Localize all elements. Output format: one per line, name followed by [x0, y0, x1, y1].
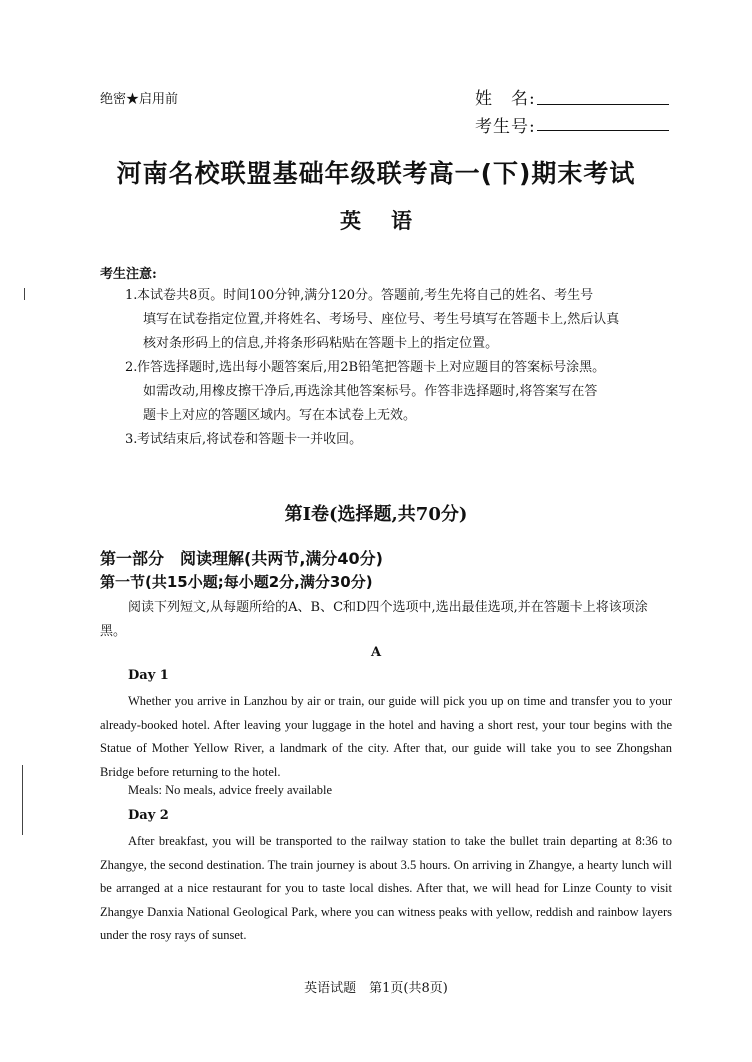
notice-list — [125, 284, 673, 452]
notice-item-2 — [125, 356, 673, 428]
section-title: 第一节(共15小题;每小题2分,满分30分) — [100, 573, 373, 591]
name-field-line — [537, 86, 669, 105]
day2-heading: Day 2 — [128, 808, 169, 823]
day2-paragraph — [100, 830, 672, 948]
day1-heading: Day 1 — [128, 668, 169, 683]
section-instructions: 阅读下列短文,从每题所给的A、B、C和D四个选项中,选出最佳选项,并在答题卡上将该项涂黑。 — [100, 600, 648, 639]
notice-line: 填写在试卷指定位置,并将姓名、考场号、座位号、考生号填写在答题卡上,然后认真 — [143, 312, 620, 327]
notice-line: 如需改动,用橡皮擦干净后,再选涂其他答案标号。作答非选择题时,将答案写在答 — [143, 384, 598, 399]
name-label: 姓 名: — [475, 89, 536, 109]
confidential-label: 绝密★启用前 — [100, 92, 179, 107]
page-footer: 英语试题 第1页(共8页) — [304, 981, 448, 996]
notice-line: 题卡上对应的答题区域内。写在本试卷上无效。 — [143, 408, 417, 423]
day1-text: Whether you arrive in Lanzhou by air or train, our guide will pick you up on time and transfer you to your already-booked hotel. After leaving your luggage in the hotel and having a short rest, your tour begins with the Statue of Mother Yellow River, a landmark of the city. After that, our guide will take you to see Zhongshan Bridge before returning to the hotel. — [100, 694, 672, 779]
notice-num: 2. — [125, 360, 138, 375]
notice-heading: 考生注意: — [100, 267, 157, 282]
notice-num: 3. — [125, 432, 138, 447]
subject-title: 英语 — [340, 209, 442, 233]
exam-number-label: 考生号: — [475, 117, 536, 137]
exam-number-field-line — [537, 112, 669, 131]
notice-line: 本试卷共8页。时间100分钟,满分120分。答题前,考生先将自己的姓名、考生号 — [137, 288, 594, 303]
exam-title: 河南名校联盟基础年级联考高一(下)期末考试 — [116, 159, 636, 188]
day1-meals: Meals: No meals, advice freely available — [128, 783, 333, 797]
notice-line: 考试结束后,将试卷和答题卡一并收回。 — [137, 432, 363, 447]
notice-item-3 — [125, 428, 673, 452]
notice-line: 作答选择题时,选出每小题答案后,用2B铅笔把答题卡上对应题目的答案标号涂黑。 — [137, 360, 606, 375]
notice-item-1 — [125, 284, 673, 356]
day1-paragraph — [100, 690, 672, 784]
part-title: 第一部分 阅读理解(共两节,满分40分) — [100, 549, 383, 568]
passage-letter: A — [370, 645, 382, 660]
notice-line: 核对条形码上的信息,并将条形码粘贴在答题卡上的指定位置。 — [143, 336, 499, 351]
volume-title: 第Ⅰ卷(选择题,共70分) — [284, 504, 468, 525]
day2-text: After breakfast, you will be transported to the railway station to take the bullet train departing at 8:36 to Zhangye, the second destination. The train journey is about 3.5 hours. On arriving in Zhangye, a hearty lunch will be arranged at a nice restaurant for you to taste local dishes. After that, we will head for Linze County to visit Zhangye Danxia National Geological Park, where you can witness peaks with yellow, reddish and rainbow layers under the rosy rays of sunset. — [100, 834, 672, 942]
scan-margin-mark — [22, 765, 23, 835]
scan-margin-mark — [24, 288, 25, 300]
notice-num: 1. — [125, 288, 138, 303]
